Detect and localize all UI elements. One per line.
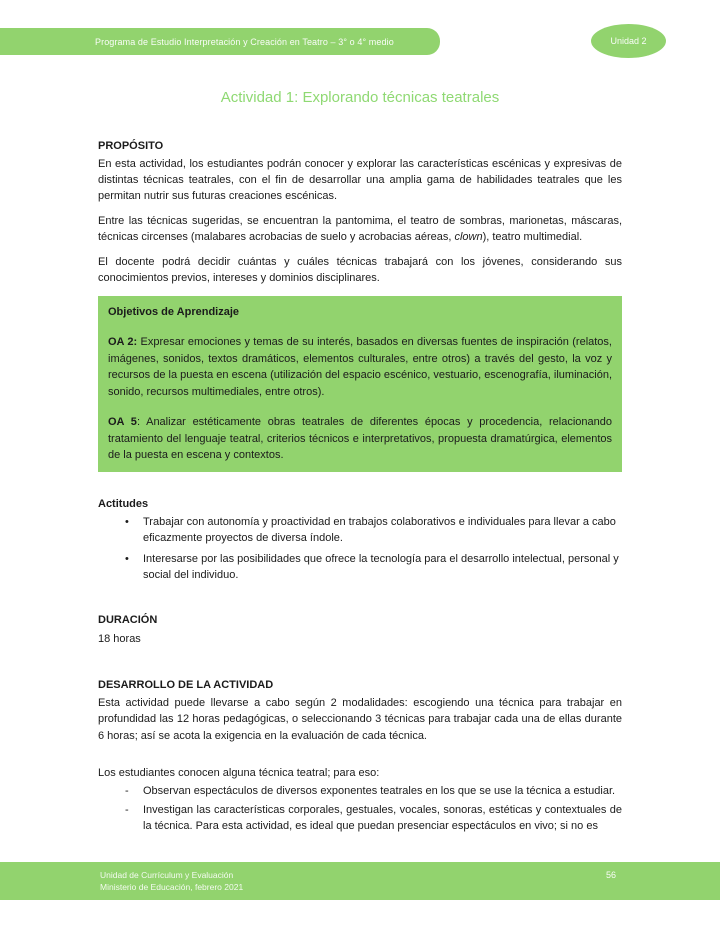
list-item [98,551,622,584]
desarrollo-intro: Los estudiantes conocen alguna técnica teatral; para eso: [98,767,380,779]
proposito-paragraph-2-pre: Entre las técnicas sugeridas, se encuentran la pantomima, el teatro de sombras, marionetas, máscaras, técnicas circenses (malabares acrobacias de suelo y acrobacias aéreas, [98,215,622,243]
oa2-label: OA 2: [108,336,138,348]
list-item [98,802,622,835]
header-unit-pill [591,24,666,58]
header-program-label: Programa de Estudio Interpretación y Creación en Teatro – 3° o 4° medio [95,36,394,47]
list-item [98,514,622,547]
proposito-heading: PROPÓSITO [98,140,164,152]
duracion-value: 18 horas [98,632,141,645]
proposito-paragraph-2 [98,213,622,245]
header-unit-label: Unidad 2 [610,36,647,46]
duracion-heading: DURACIÓN [98,613,158,626]
objetivos-heading: Objetivos de Aprendizaje [108,306,240,318]
activity-title: Actividad 1: Explorando técnicas teatrales [220,89,500,106]
proposito-paragraph-3: El docente podrá decidir cuántas y cuáles técnicas trabajará con los jóvenes, considerando sus conocimientos previos, intereses y dominios disciplinares. [98,256,622,284]
bullet-icon: • [125,552,129,565]
header-program-bar [0,28,440,55]
objetivos-box [98,296,622,472]
oa2-paragraph [108,334,612,400]
desarrollo-list [98,783,622,835]
footer-bar [0,862,720,900]
desarrollo-item-text: Observan espectáculos de diversos exponentes teatrales en los que se use la técnica a estudiar. [143,785,616,797]
dash-icon: - [125,803,129,816]
footer-line-1: Unidad de Currículum y Evaluación [100,870,234,880]
actitudes-heading: Actitudes [98,497,149,510]
proposito-paragraph-1: En esta actividad, los estudiantes podrán conocer y explorar las características escénicas y expresivas de distintas técnicas teatrales, con el fin de desarrollar una amplia gama de habilidades teatrales que les permitan nutrir sus futuras creaciones escénicas. [98,158,622,202]
actitudes-list [98,514,622,584]
desarrollo-heading: DESARROLLO DE LA ACTIVIDAD [98,678,274,691]
proposito-paragraph-2-post: ), teatro multimedial. [482,231,583,243]
proposito-paragraph-2-italic: clown [454,231,483,243]
bullet-icon: • [125,515,129,528]
page-number: 56 [606,870,617,880]
oa5-label: OA 5 [108,416,137,428]
dash-icon: - [125,785,129,797]
oa5-paragraph [108,414,612,464]
oa2-text: Expresar emociones y temas de su interés, basados en diversas fuentes de inspiración (relatos, imágenes, sonidos, textos dramáticos, elementos culturales, entre otros) a través del gesto, la voz y recursos de la puesta en escena (utilización del espacio escénico, vestuario, escenografía, iluminación, sonido, recursos multimediales, entre otros). [108,336,612,398]
oa5-text: : Analizar estéticamente obras teatrales de diferentes épocas y procedencia, relacionando tratamiento del lenguaje teatral, criterios técnicos e interpretativos, propuesta dramatúrgica, elementos de la puesta en escena y contextos. [108,416,613,461]
desarrollo-item-text: Investigan las características corporales, gestuales, vocales, sonoras, estéticas y contextuales de la técnica. Para esta actividad, es ideal que puedan presenciar espectáculos en vivo; si no es [143,803,622,832]
footer-line-2: Ministerio de Educación, febrero 2021 [100,882,244,892]
actitudes-item-text: Trabajar con autonomía y proactividad en trabajos colaborativos e individuales para llevar a cabo eficazmente proyectos de diversa índole. [143,515,616,544]
desarrollo-paragraph-1: Esta actividad puede llevarse a cabo según 2 modalidades: escogiendo una técnica para trabajar en profundidad las 12 horas pedagógicas, o seleccionando 3 técnicas para trabajar cada una de ellas durante 6 horas; así se acota la exigencia en la evaluación de cada técnica. [98,696,622,742]
page-content [98,88,622,837]
actitudes-item-text: Interesarse por las posibilidades que ofrece la tecnología para el desarrollo intelectual, personal y social del individuo. [143,552,619,581]
list-item [98,783,622,800]
